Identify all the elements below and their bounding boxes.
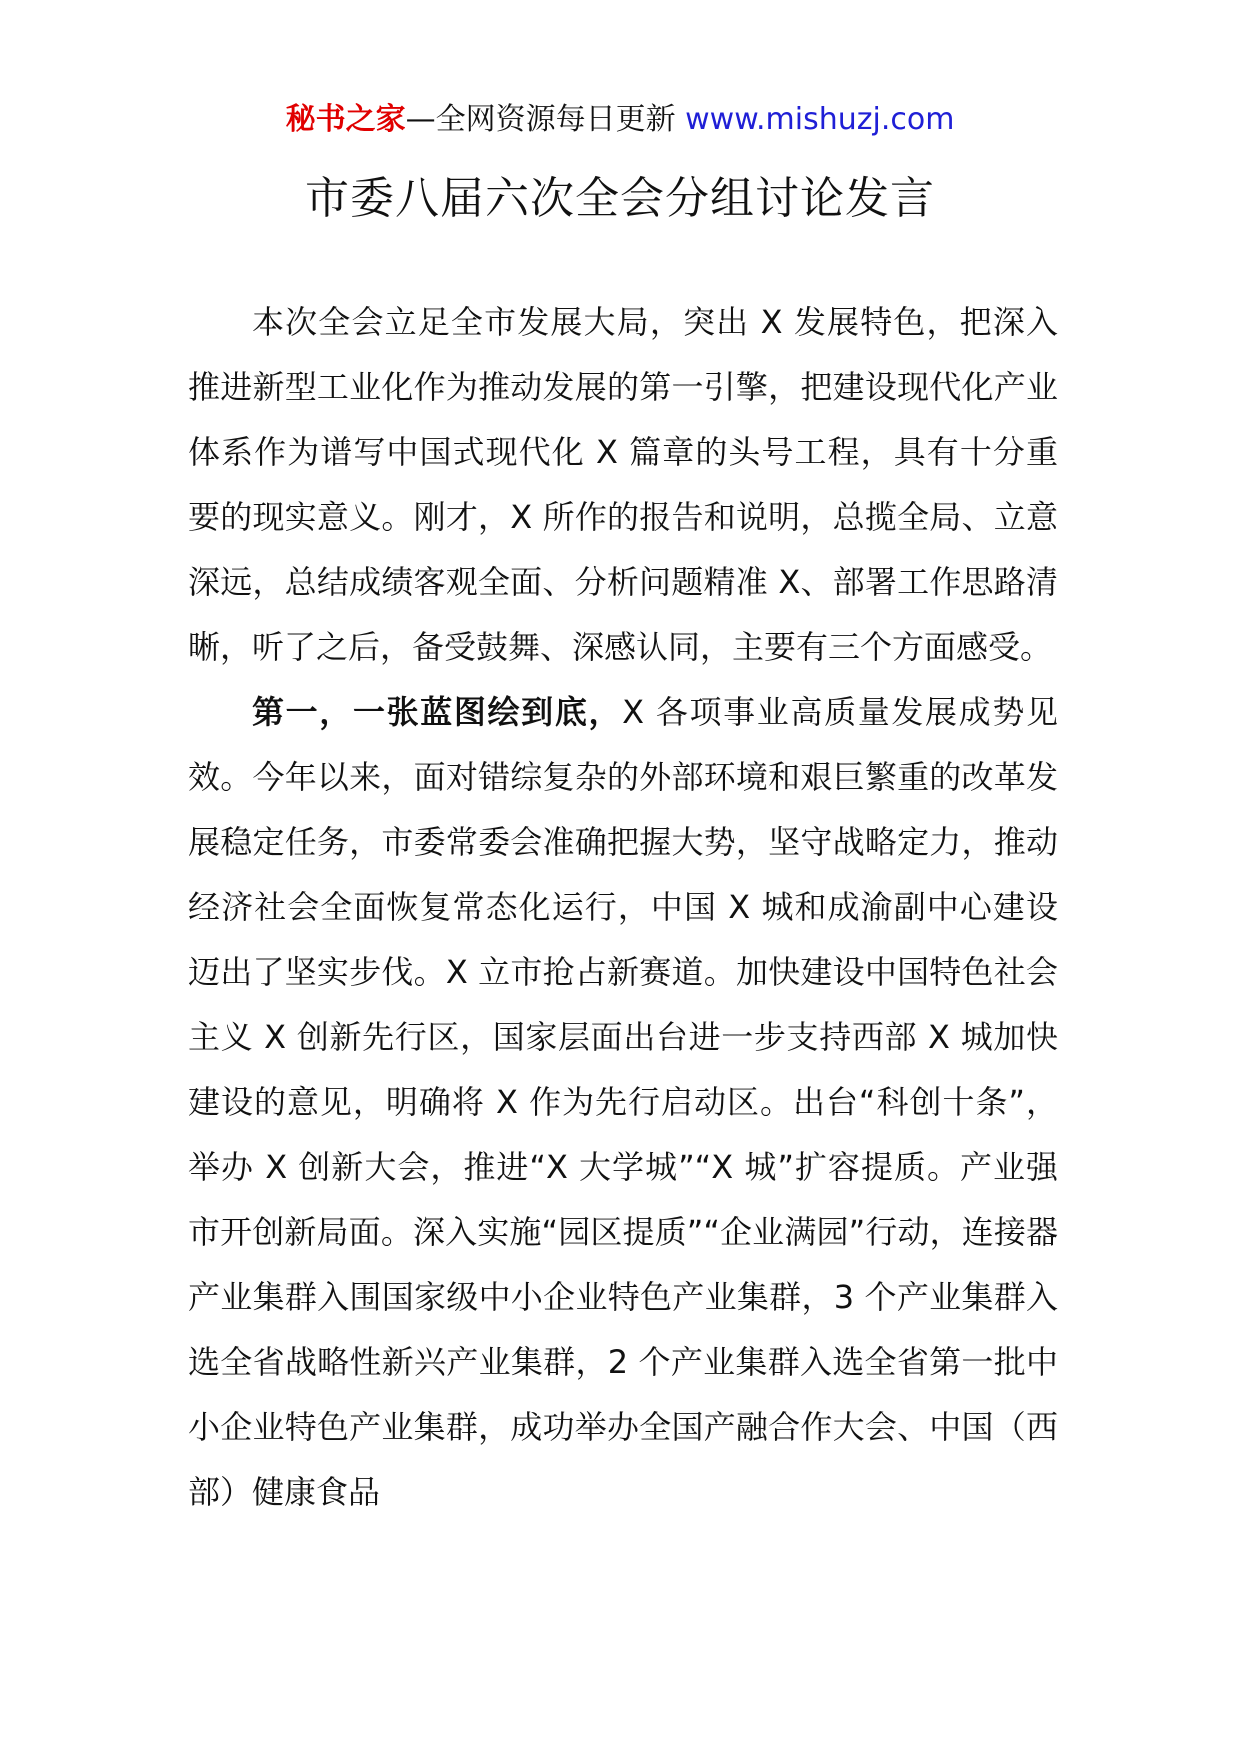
paragraph-first-point-body: X 各项事业高质量发展成势见效。今年以来，面对错综复杂的外部环境和艰巨繁重的改革发展稳定任务，市委常委会准确把握大势，坚守战略定力，推动经济社会全面恢复常态化运行，中国 X 城和成渝副中心建设迈出了坚实步伐。X 立市抢占新赛道。加快建设中国特色社会主义 X 创新先行区，国家层面出台进一步支持西部 X 城加快建设的意见，明确将 X 作为先行启动区。出台“科创十条”，举办 X 创新大会，推进“X 大学城”“X 城”扩容提质。产业强市开创新局面。深入实施“园区提质”“企业满园”行动，连接器产业集群入围国家级中小企业特色产业集群，3 个产业集群入选全省战略性新兴产业集群，2 个产业集群入选全省第一批中小企业特色产业集群，成功举办全国产融合作大会、中国（西部）健康食品	[188, 693, 1058, 1511]
brand-name: 秘书之家	[285, 102, 406, 137]
document-body	[188, 290, 1058, 1525]
site-url-link[interactable]: www.mishuzj.com	[685, 102, 955, 137]
paragraph-intro: 本次全会立足全市发展大局，突出 X 发展特色，把深入推进新型工业化作为推动发展的第一引擎，把建设现代化产业体系作为谱写中国式现代化 X 篇章的头号工程，具有十分重要的现实意义。刚才，X 所作的报告和说明，总揽全局、立意深远，总结成绩客观全面、分析问题精准 X、部署工作思路清晰，听了之后，备受鼓舞、深感认同，主要有三个方面感受。	[188, 303, 1058, 666]
site-header	[0, 100, 1240, 140]
header-tagline: —全网资源每日更新	[405, 102, 676, 137]
document-title: 市委八届六次全会分组讨论发言	[305, 173, 935, 224]
paragraph-lead-heading: 第一，一张蓝图绘到底，	[252, 693, 623, 731]
paragraph-first-point	[188, 680, 1058, 1525]
